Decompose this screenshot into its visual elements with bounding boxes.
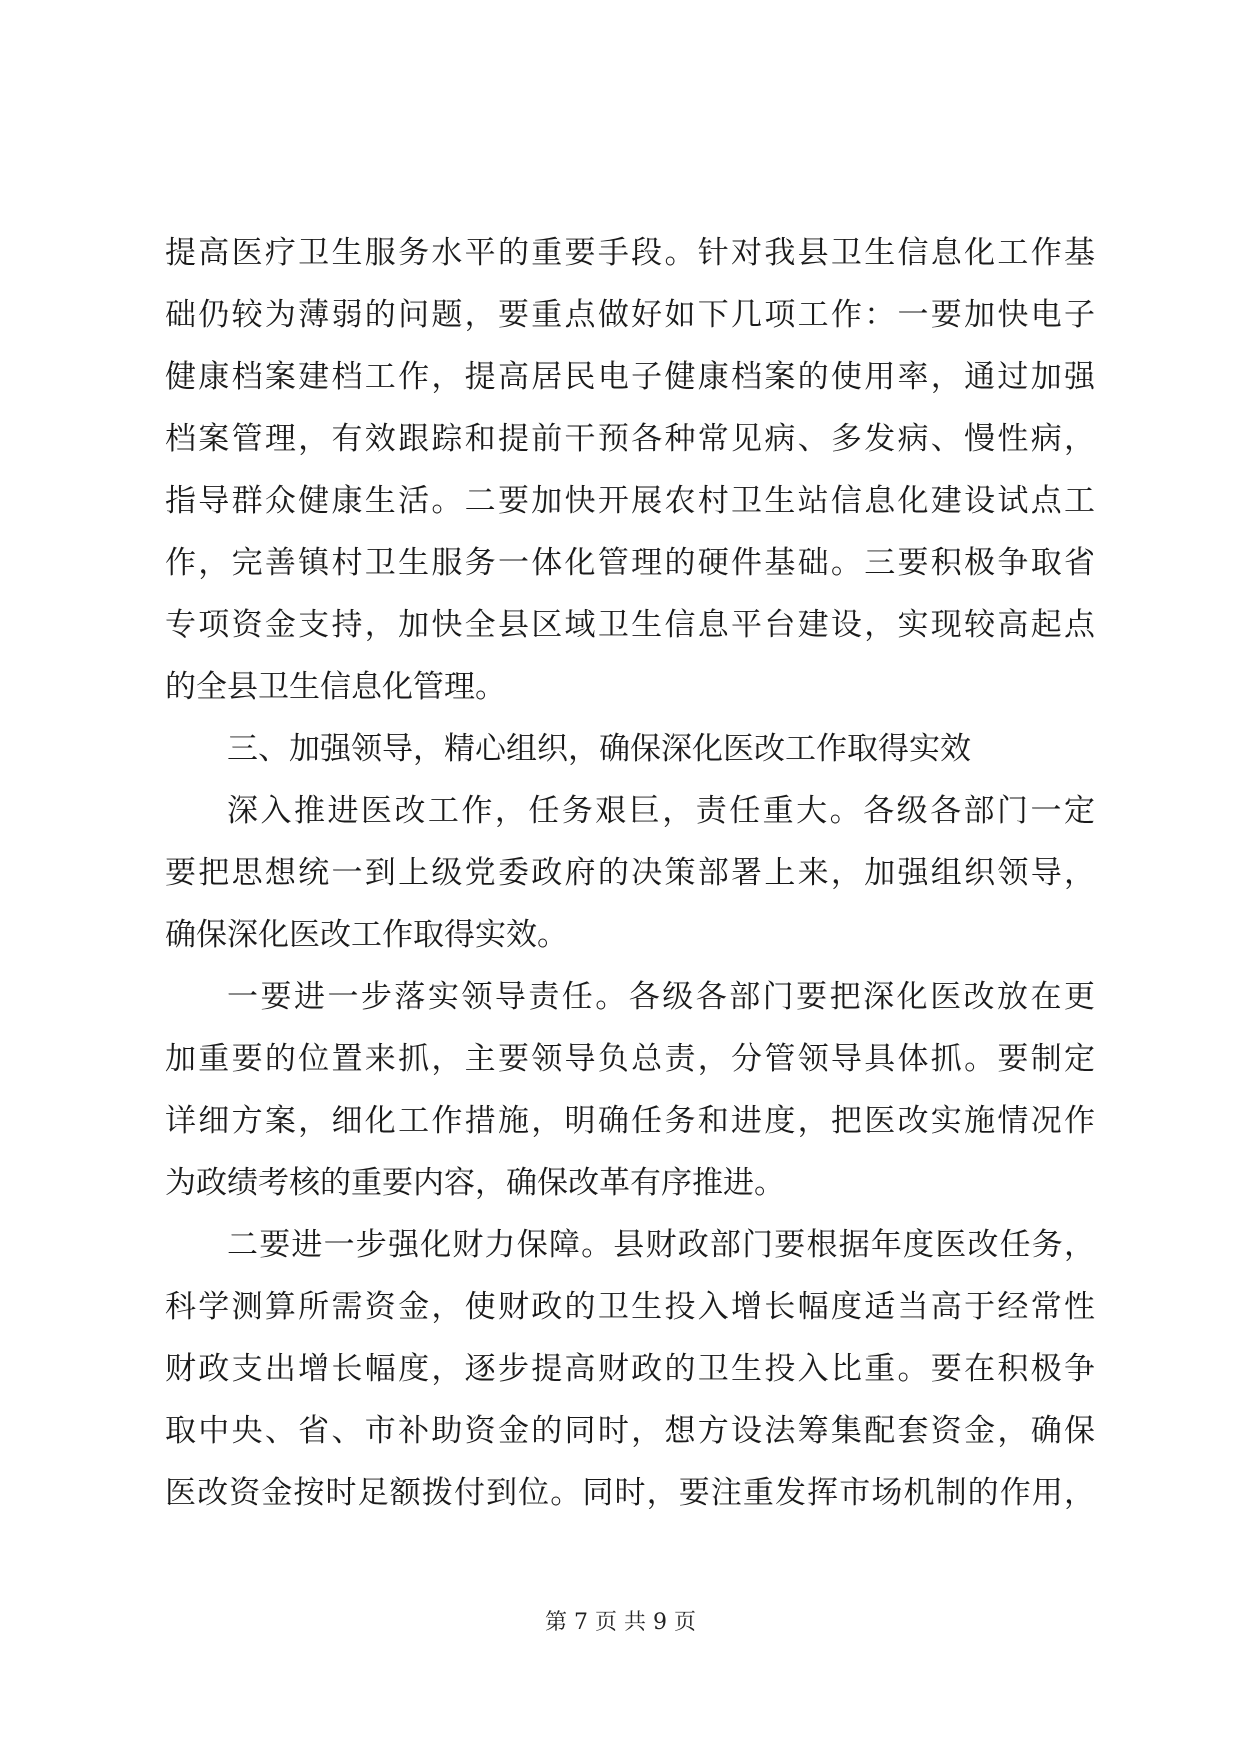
text-line: 二要进一步强化财力保障。县财政部门要根据年度医改任务， <box>227 1227 1095 1263</box>
text-line: 取中央、省、市补助资金的同时，想方设法筹集配套资金，确保 <box>165 1413 1095 1449</box>
text-line: 作，完善镇村卫生服务一体化管理的硬件基础。三要积极争取省 <box>165 545 1095 581</box>
text-line: 为政绩考核的重要内容，确保改革有序推进。 <box>165 1165 785 1201</box>
text-line: 健康档案建档工作，提高居民电子健康档案的使用率，通过加强 <box>165 359 1095 395</box>
text-line: 财政支出增长幅度，逐步提高财政的卫生投入比重。要在积极争 <box>165 1351 1095 1387</box>
text-line: 医改资金按时足额拨付到位。同时，要注重发挥市场机制的作用， <box>165 1475 1095 1511</box>
text-line: 确保深化医改工作取得实效。 <box>165 917 568 953</box>
text-line: 指导群众健康生活。二要加快开展农村卫生站信息化建设试点工 <box>165 483 1095 519</box>
text-line: 专项资金支持，加快全县区域卫生信息平台建设，实现较高起点 <box>165 607 1095 643</box>
text-line: 一要进一步落实领导责任。各级各部门要把深化医改放在更 <box>227 979 1095 1015</box>
text-line: 加重要的位置来抓，主要领导负总责，分管领导具体抓。要制定 <box>165 1041 1095 1077</box>
text-line: 深入推进医改工作，任务艰巨，责任重大。各级各部门一定 <box>227 793 1095 829</box>
text-line: 科学测算所需资金，使财政的卫生投入增长幅度适当高于经常性 <box>165 1289 1095 1325</box>
text-line: 础仍较为薄弱的问题，要重点做好如下几项工作：一要加快电子 <box>165 297 1095 333</box>
document-body <box>165 222 1095 1524</box>
text-line: 的全县卫生信息化管理。 <box>165 669 506 705</box>
text-line: 要把思想统一到上级党委政府的决策部署上来，加强组织领导， <box>165 855 1095 891</box>
text-line: 档案管理，有效跟踪和提前干预各种常见病、多发病、慢性病， <box>165 421 1095 457</box>
section-heading: 三、加强领导，精心组织，确保深化医改工作取得实效 <box>227 731 971 767</box>
text-line: 提高医疗卫生服务水平的重要手段。针对我县卫生信息化工作基 <box>165 235 1095 271</box>
text-line: 详细方案，细化工作措施，明确任务和进度，把医改实施情况作 <box>165 1103 1095 1139</box>
page-number-footer: 第 7 页 共 9 页 <box>545 1610 696 1635</box>
